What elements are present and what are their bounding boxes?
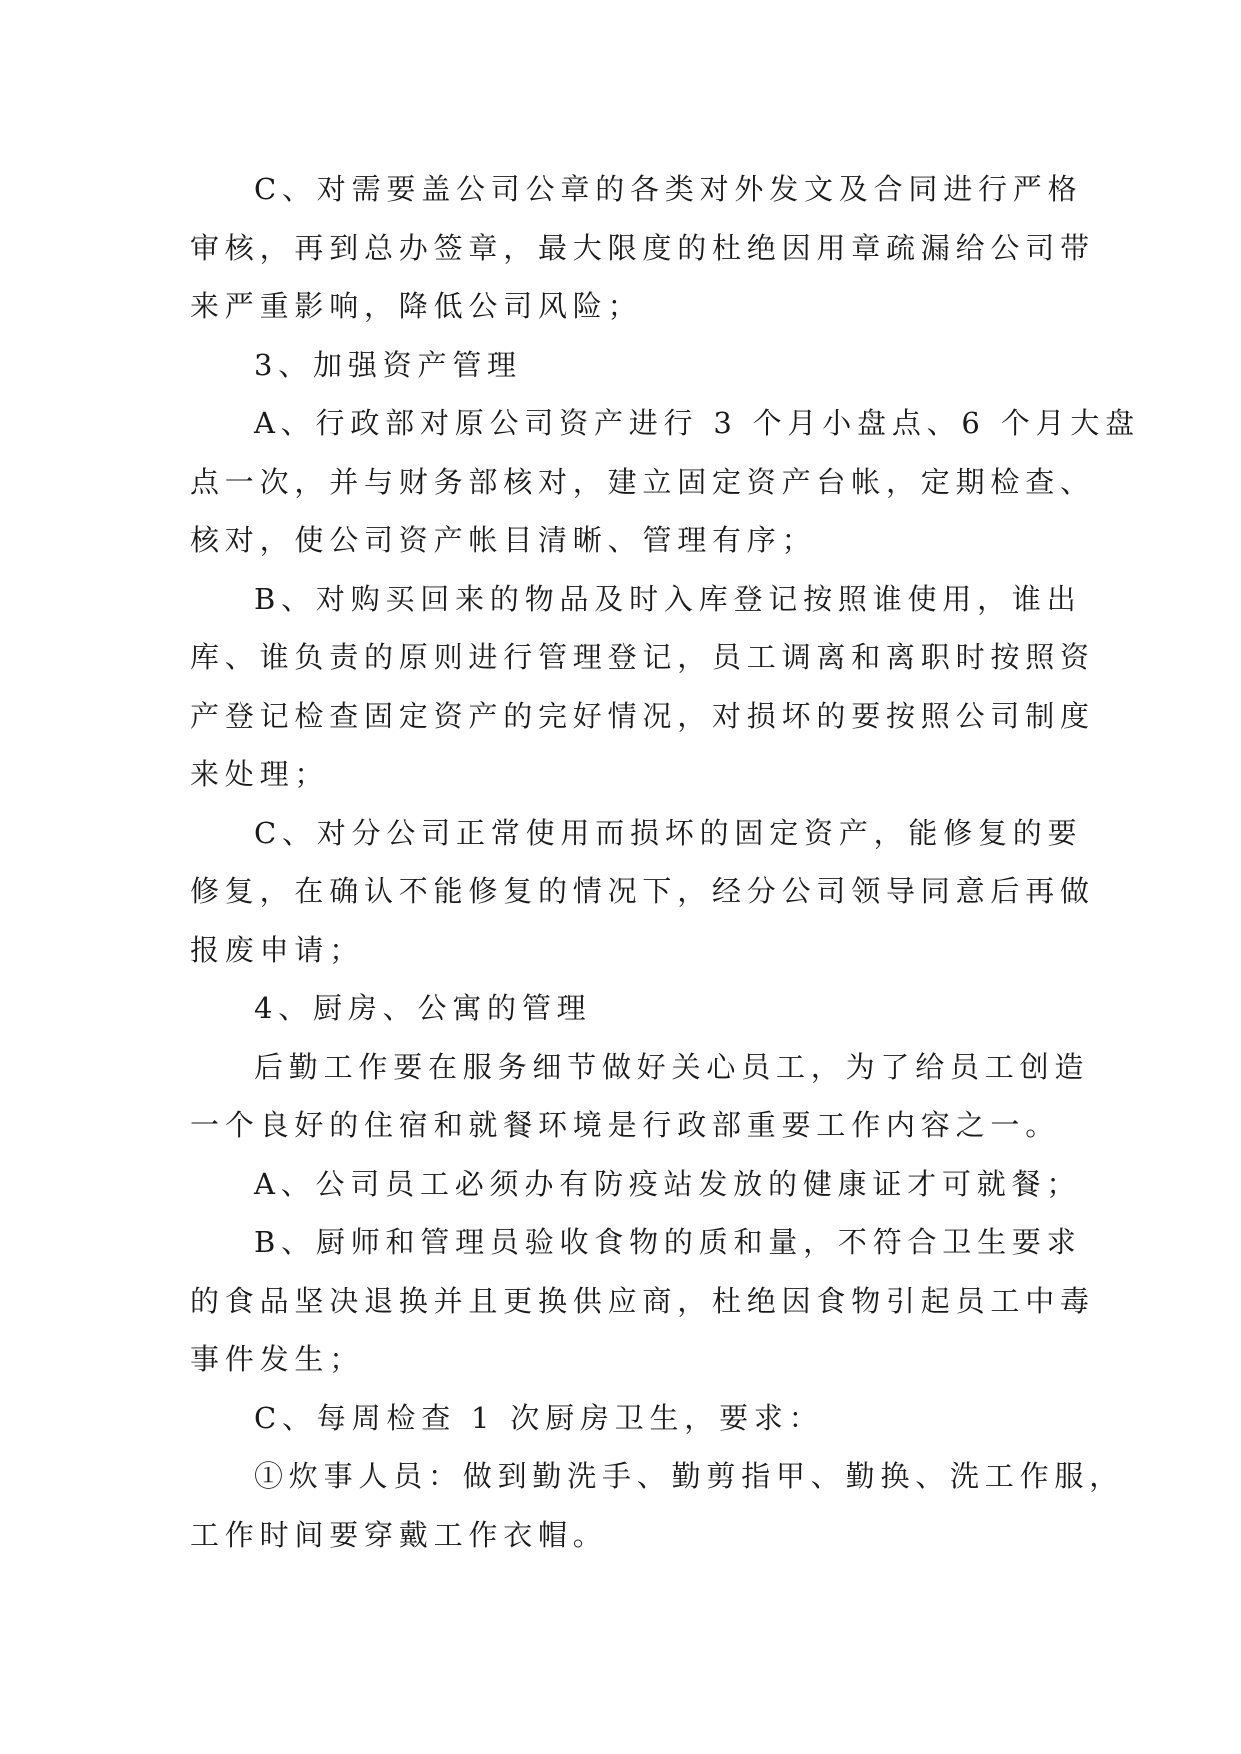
text-line: ①炊事人员：做到勤洗手、勤剪指甲、勤换、洗工作服， (254, 1459, 1125, 1493)
text-line: 库、谁负责的原则进行管理登记，员工调离和离职时按照资 (190, 640, 1095, 674)
text-line: 的食品坚决退换并且更换供应商，杜绝因食物引起员工中毒 (190, 1283, 1095, 1318)
text-line: B、厨师和管理员验收食物的质和量，不符合卫生要求 (254, 1225, 1082, 1259)
document-body (190, 160, 1140, 1564)
text-line: 审核，再到总办签章，最大限度的杜绝因用章疏漏给公司带 (190, 230, 1095, 265)
text-line: 产登记检查固定资产的完好情况，对损坏的要按照公司制度 (190, 698, 1095, 733)
text-line: 核对，使公司资产帐目清晰、管理有序； (190, 523, 817, 557)
section-heading: 3、加强资产管理 (254, 347, 522, 382)
text-line: C、对需要盖公司公章的各类对外发文及合同进行严格 (254, 172, 1083, 206)
text-line: A、行政部对原公司资产进行 3 个月小盘点、6 个月大盘 (254, 406, 1140, 440)
text-line: 修复，在确认不能修复的情况下，经分公司领导同意后再做 (190, 874, 1095, 908)
text-line: 来处理； (190, 757, 330, 791)
text-line: 事件发生； (190, 1342, 365, 1376)
text-line: B、对购买回来的物品及时入库登记按照谁使用，谁出 (254, 581, 1082, 616)
text-line: A、公司员工必须办有防疫站发放的健康证才可就餐； (254, 1166, 1082, 1201)
text-line: 点一次，并与财务部核对，建立固定资产台帐，定期检查、 (190, 464, 1095, 499)
text-line: 一个良好的住宿和就餐环境是行政部重要工作内容之一。 (190, 1108, 1061, 1142)
text-line: 后勤工作要在服务细节做好关心员工，为了给员工创造 (254, 1049, 1090, 1084)
text-line: 工作时间要穿戴工作衣帽。 (190, 1517, 608, 1552)
text-line: C、每周检查 1 次厨房卫生，要求： (254, 1400, 824, 1435)
section-heading: 4、厨房、公寓的管理 (254, 991, 592, 1025)
text-line: 来严重影响，降低公司风险； (190, 289, 643, 323)
text-line: 报废申请； (190, 932, 365, 967)
text-line: C、对分公司正常使用而损坏的固定资产，能修复的要 (254, 815, 1083, 850)
